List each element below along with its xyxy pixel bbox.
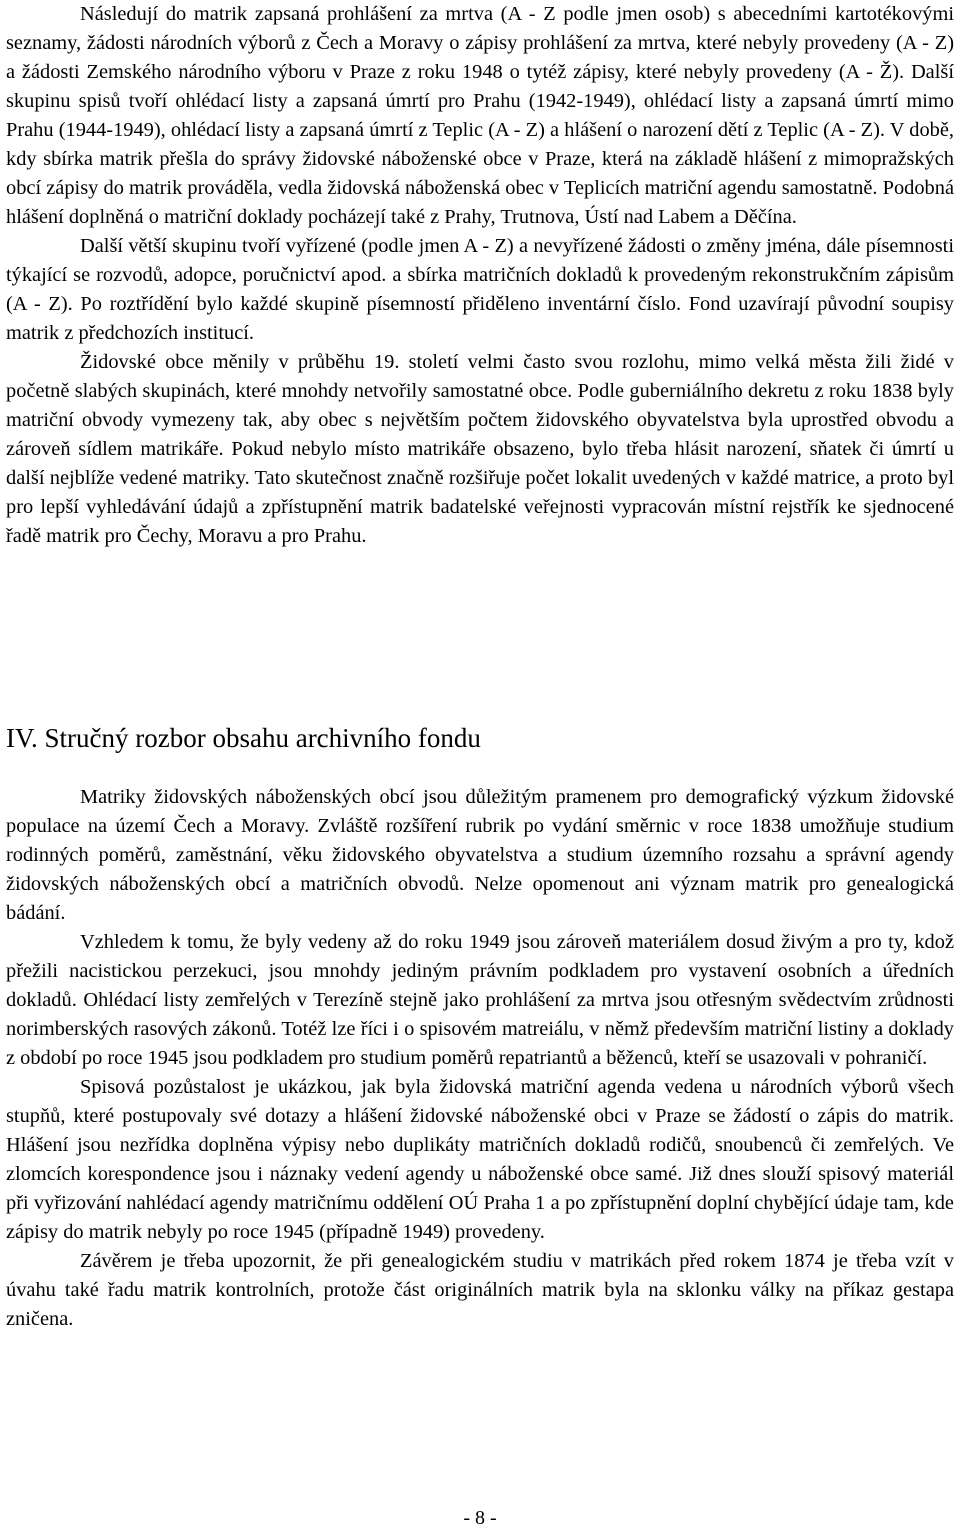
paragraph: Židovské obce měnily v průběhu 19. století velmi často svou rozlohu, mimo velká města žili židé v početně slabých skupinách, které mnohdy netvořily samostatné obce. Podle guberniálního dekretu z roku 1838 byly matriční obvody vymezeny tak, aby obec s největším počtem židovského obyvatelstva byla uprostřed obvodu a zároveň sídlem matrikáře. Pokud nebylo místo matrikáře obsazeno, bylo třeba hlásit narození, sňatek či úmrtí u další nejblíže vedené matriky. Tato skutečnost značně rozšiřuje počet lokalit uvedených v každé matrice, a proto byl pro lepší vyhledávání údajů a zpřístupnění matrik badatelské veřejnosti vypracován místní rejstřík ke sjednocené řadě matrik pro Čechy, Moravu a pro Prahu. — [6, 351, 954, 547]
section-heading: IV. Stručný rozbor obsahu archivního fondu — [6, 723, 481, 753]
paragraph: Další větší skupinu tvoří vyřízené (podle jmen A - Z) a nevyřízené žádosti o změny jména, dále písemnosti týkající se rozvodů, adopce, poručnictví apod. a sbírka matričních dokladů k provedeným rekonstrukčním zápisům (A - Z). Po roztřídění bylo každé skupině písemností přiděleno inventární číslo. Fond uzavírají původní soupisy matrik z předchozích institucí. — [6, 235, 954, 344]
paragraph: Následují do matrik zapsaná prohlášení za mrtva (A - Z podle jmen osob) s abecedními kartotékovými seznamy, žádosti národních výborů z Čech a Moravy o zápisy prohlášení za mrtva, které nebyly provedeny (A - Z) a žádosti Zemského národního výboru v Praze z roku 1948 o tytéž zápisy, které nebyly provedeny (A - Ž). Další skupinu spisů tvoří ohlédací listy a zapsaná úmrtí pro Prahu (1942-1949), ohlédací listy a zapsaná úmrtí mimo Prahu (1944-1949), ohlédací listy a zapsaná úmrtí z Teplic (A - Z) a hlášení o narození dětí z Teplic (A - Z). V době, kdy sbírka matrik přešla do správy židovské náboženské obce v Praze, která na základě hlášení z mimopražských obcí zápisy do matrik prováděla, vedla židovská náboženská obec v Teplicích matriční agendu samostatně. Podobná hlášení doplněná o matriční doklady pocházejí také z Prahy, Trutnova, Ústí nad Labem a Děčína. — [6, 3, 954, 228]
paragraph: Matriky židovských náboženských obcí jsou důležitým pramenem pro demografický výzkum židovské populace na území Čech a Moravy. Zvláště rozšíření rubrik po vydání směrnic v roce 1838 umožňuje studium rodinných poměrů, zaměstnání, věku židovského obyvatelstva a studium územního rozsahu a správní agendy židovských náboženských obcí a matričních obvodů. Nelze opomenout ani význam matrik pro genealogická bádání. — [6, 786, 954, 924]
document-page — [6, 0, 954, 1537]
paragraph: Závěrem je třeba upozornit, že při genealogickém studiu v matrikách před rokem 1874 je třeba vzít v úvahu také řadu matrik kontrolních, protože část originálních matrik byla na sklonku války na příkaz gestapa zničena. — [6, 1250, 954, 1330]
section-text-top — [6, 0, 954, 551]
paragraph: Spisová pozůstalost je ukázkou, jak byla židovská matriční agenda vedena u národních výborů všech stupňů, které postupovaly své dotazy a hlášení židovské náboženské obci v Praze se žádostí o zápis do matrik. Hlášení jsou nezřídka doplněna výpisy nebo duplikáty matričních dokladů rodičů, snoubenců či zemřelých. Ve zlomcích korespondence jsou i náznaky vedení agendy u náboženské obce samé. Již dnes slouží spisový materiál při vyřizování nahlédací agendy matričnímu oddělení OÚ Praha 1 a po zpřístupnění doplní chybějící údaje tam, kde zápisy do matrik nebyly po roce 1945 (případně 1949) provedeny. — [6, 1076, 954, 1243]
page-number: - 8 - — [463, 1507, 497, 1529]
paragraph: Vzhledem k tomu, že byly vedeny až do roku 1949 jsou zároveň materiálem dosud živým a pro ty, kdož přežili nacistickou perzekuci, jsou mnohdy jediným právním podkladem pro vystavení osobních a úředních dokladů. Ohlédací listy zemřelých v Terezíně stejně jako prohlášení za mrtva jsou otřesným svědectvím zrůdnosti norimberských rasových zákonů. Totéž lze říci i o spisovém matreiálu, v němž především matriční listiny a doklady z období po roce 1945 jsou podkladem pro studium poměrů repatriantů a běženců, kteří se usazovali v pohraničí. — [6, 931, 954, 1069]
section-text-bottom — [6, 783, 954, 1334]
